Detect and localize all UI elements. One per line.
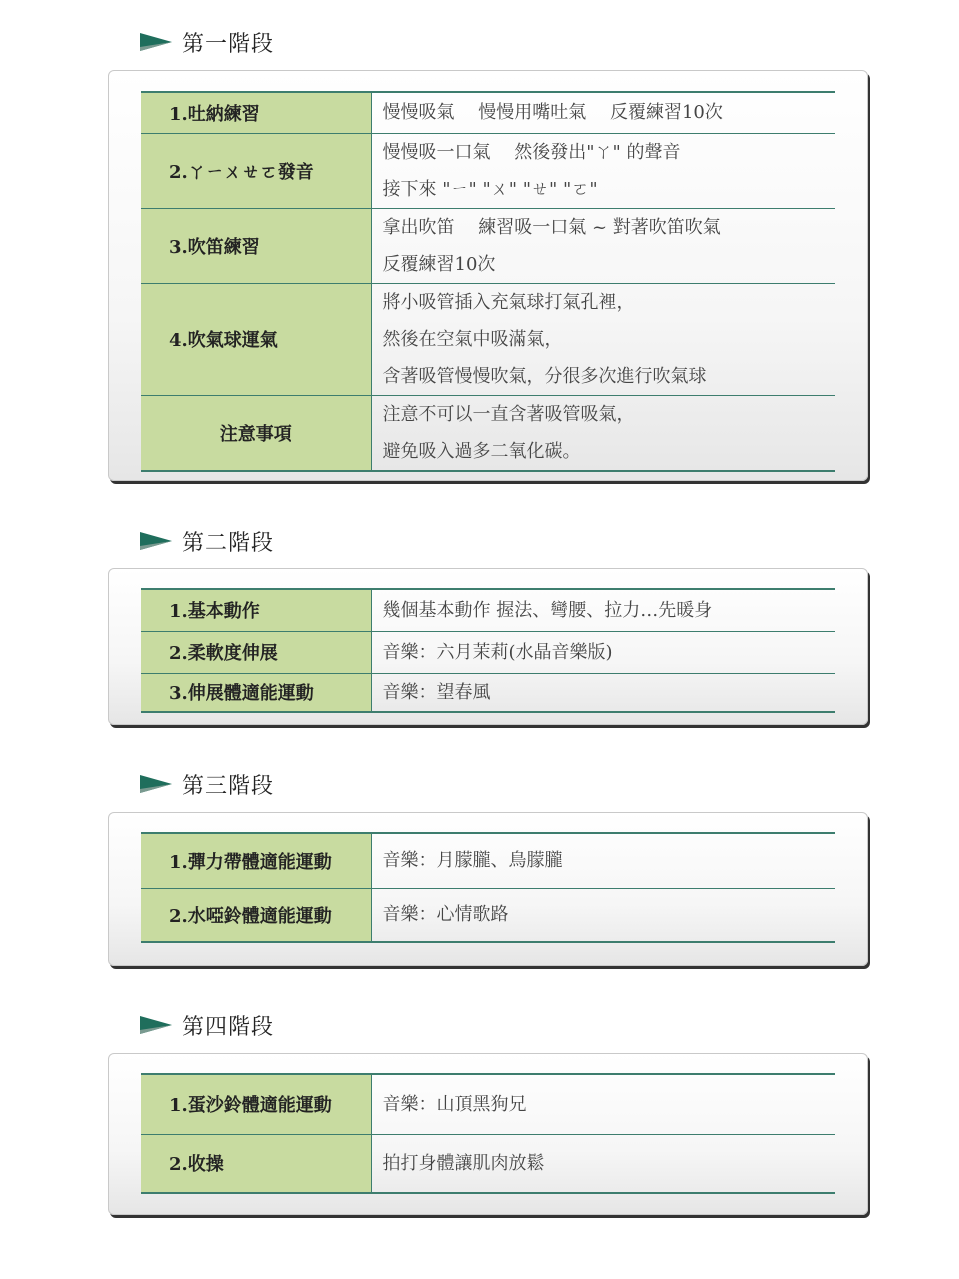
row-desc: 拿出吹笛 練習吸一口氣 ~ 對著吹笛吹氣 反覆練習10次 [371, 208, 835, 283]
row-desc: 音樂：月朦朧、鳥朦朧 [371, 833, 835, 888]
row-desc: 慢慢吸一口氣 然後發出"ㄚ" 的聲音 接下來 "ㄧ" "ㄨ" "ㄝ" "ㄛ" [371, 133, 835, 208]
stage-2-title: 第二階段 [140, 526, 274, 556]
row-label: 2.ㄚㄧㄨㄝㄛ發音 [141, 133, 371, 208]
stage-2-panel [108, 568, 868, 725]
stage-1-panel [108, 70, 868, 481]
row-label: 2.柔軟度伸展 [141, 631, 371, 673]
table-row [141, 589, 835, 631]
row-desc: 音樂：望春風 [371, 673, 835, 712]
row-label: 注意事項 [141, 395, 371, 471]
row-label: 1.基本動作 [141, 589, 371, 631]
row-label: 3.吹笛練習 [141, 208, 371, 283]
stage-3-table [141, 832, 835, 943]
row-label: 4.吹氣球運氣 [141, 283, 371, 395]
row-label: 3.伸展體適能運動 [141, 673, 371, 712]
table-row [141, 92, 835, 133]
stage-4-panel [108, 1053, 868, 1215]
row-desc: 注意不可以一直含著吸管吸氣， 避免吸入過多二氧化碳。 [371, 395, 835, 471]
arrow-icon [140, 530, 172, 552]
table-row [141, 888, 835, 942]
row-desc: 將小吸管插入充氣球打氣孔裡， 然後在空氣中吸滿氣， 含著吸管慢慢吹氣，分很多次進行吹氣球 [371, 283, 835, 395]
stage-3-panel [108, 812, 868, 966]
stage-2-table [141, 588, 835, 713]
table-row [141, 673, 835, 712]
table-row [141, 1074, 835, 1134]
row-label: 1.吐納練習 [141, 92, 371, 133]
row-label: 1.彈力帶體適能運動 [141, 833, 371, 888]
table-row [141, 133, 835, 208]
table-row [141, 631, 835, 673]
arrow-icon [140, 31, 172, 53]
row-label: 2.收操 [141, 1134, 371, 1193]
row-label: 2.水啞鈴體適能運動 [141, 888, 371, 942]
row-desc: 音樂：山頂黑狗兄 [371, 1074, 835, 1134]
stage-1-table [141, 91, 835, 472]
arrow-icon [140, 1014, 172, 1036]
stage-1-title: 第一階段 [140, 27, 274, 57]
stage-3-title: 第三階段 [140, 769, 274, 799]
table-row [141, 283, 835, 395]
row-desc: 拍打身體讓肌肉放鬆 [371, 1134, 835, 1193]
table-row [141, 833, 835, 888]
row-label: 1.蛋沙鈴體適能運動 [141, 1074, 371, 1134]
table-row [141, 208, 835, 283]
stage-4-table [141, 1073, 835, 1194]
row-desc: 音樂：六月茉莉(水晶音樂版) [371, 631, 835, 673]
table-row [141, 395, 835, 471]
row-desc: 幾個基本動作 握法、彎腰、拉力…先暖身 [371, 589, 835, 631]
stage-4-title: 第四階段 [140, 1010, 274, 1040]
table-row [141, 1134, 835, 1193]
row-desc: 慢慢吸氣 慢慢用嘴吐氣 反覆練習10次 [371, 92, 835, 133]
row-desc: 音樂：心情歌路 [371, 888, 835, 942]
arrow-icon [140, 773, 172, 795]
